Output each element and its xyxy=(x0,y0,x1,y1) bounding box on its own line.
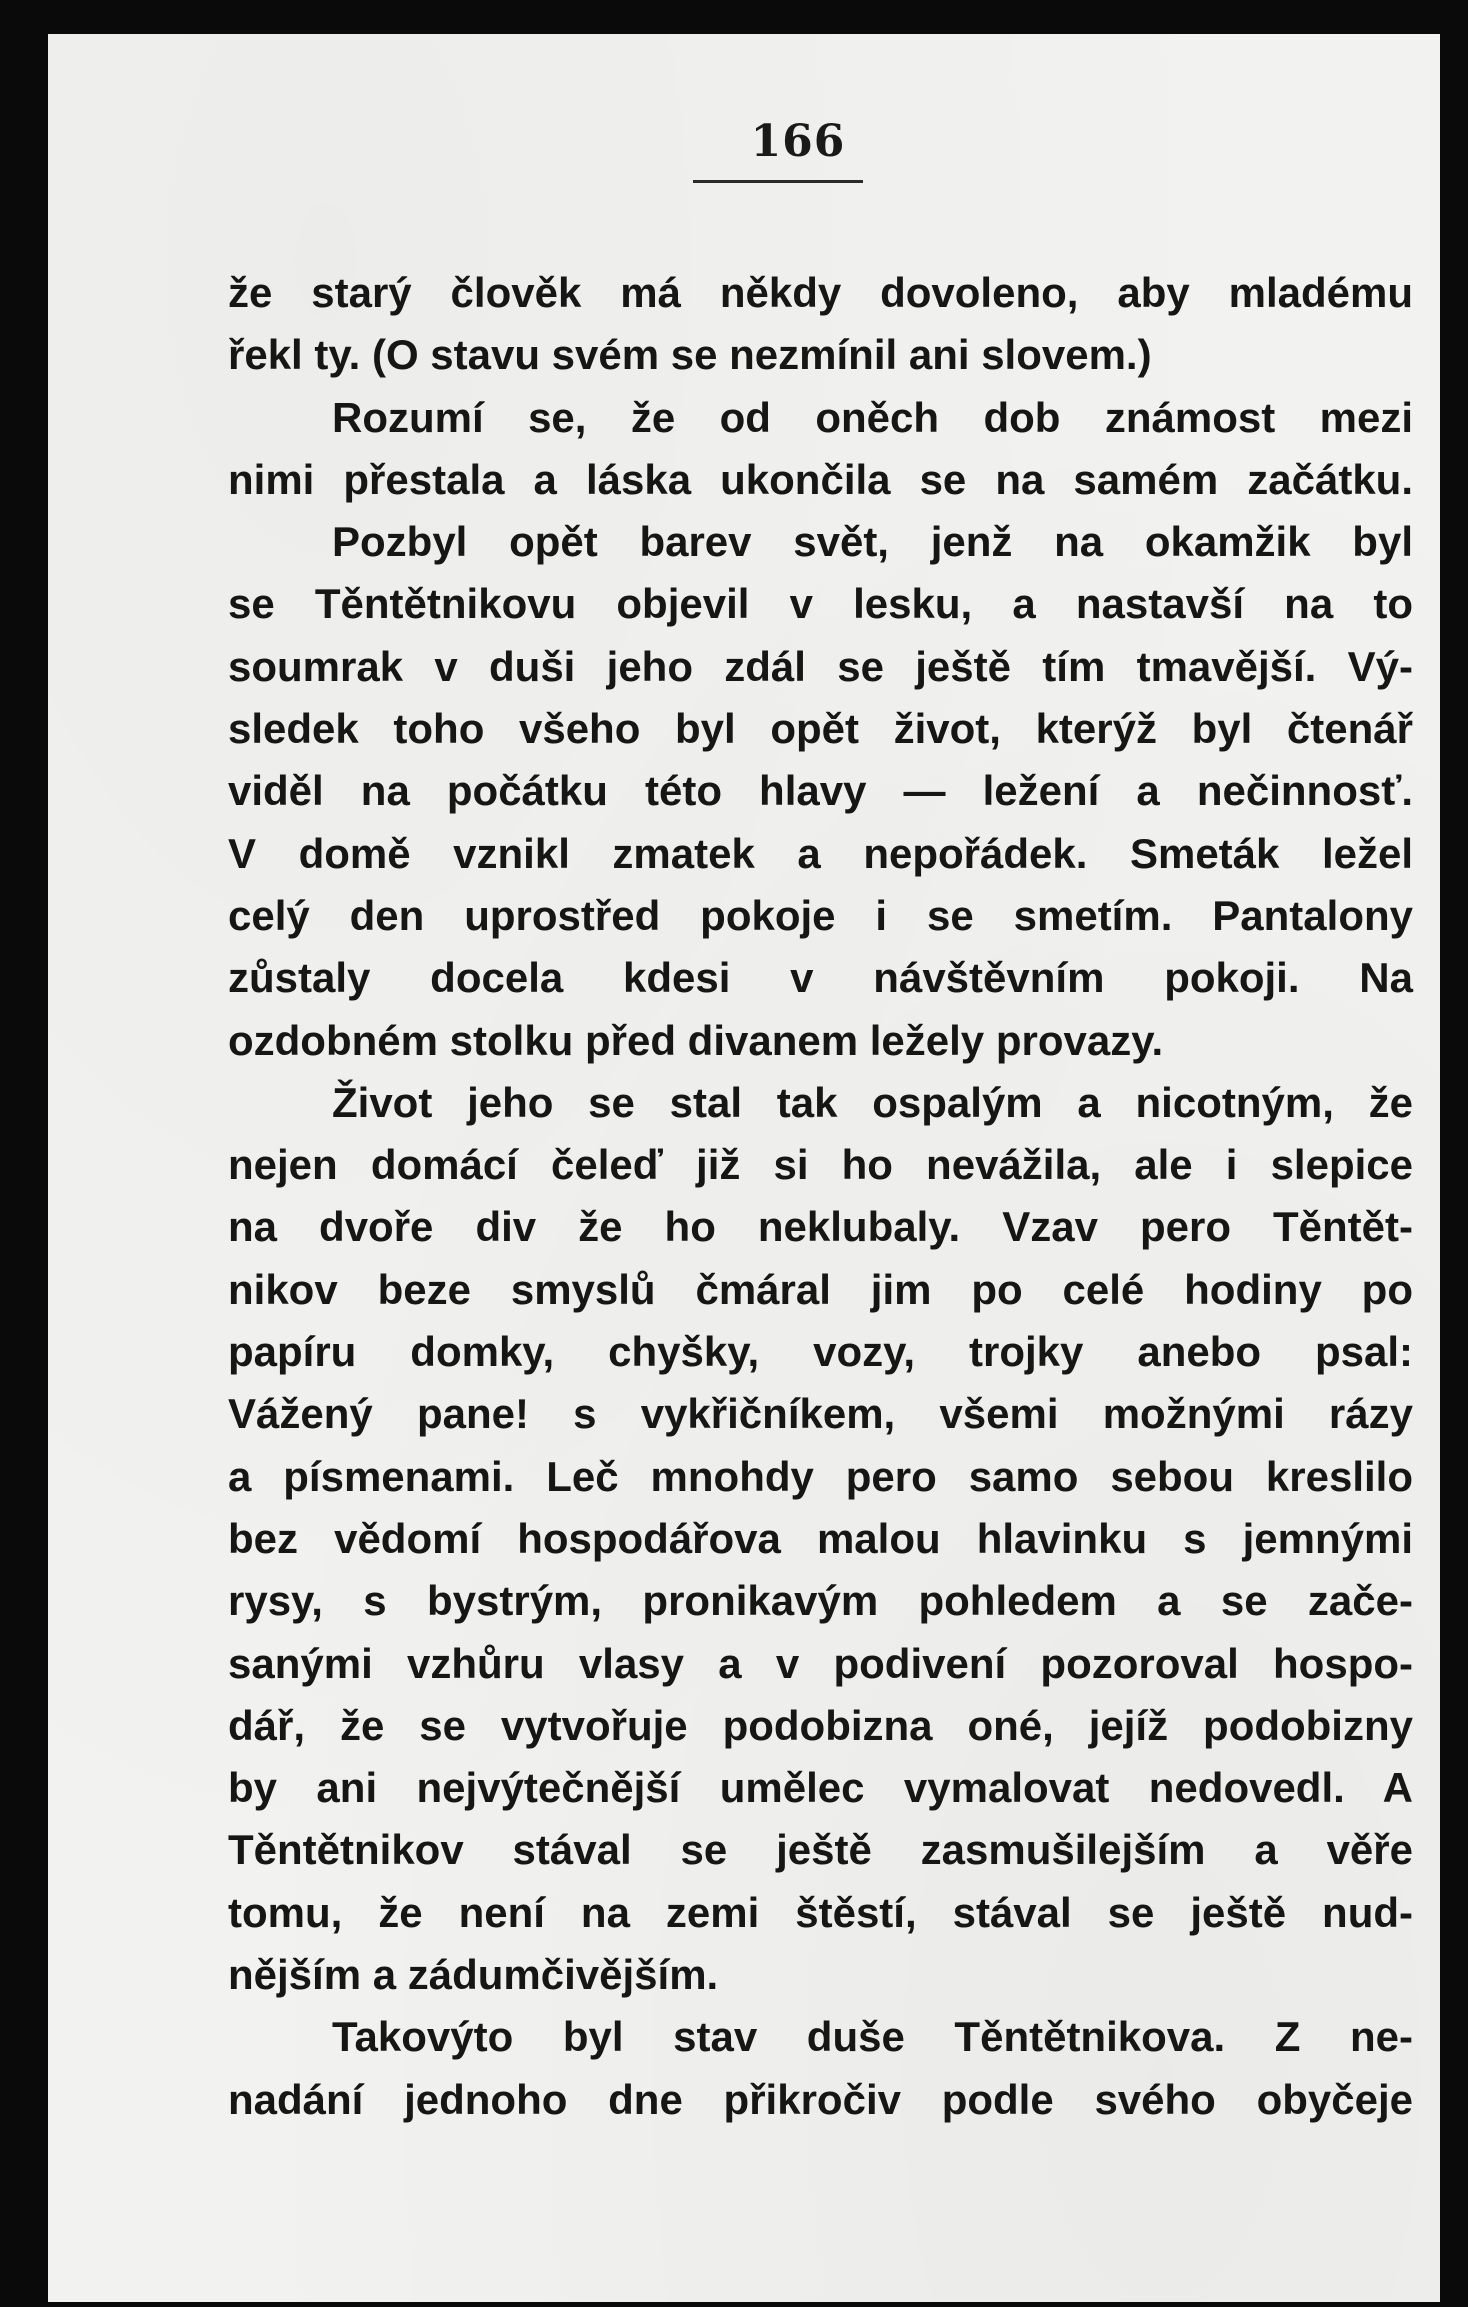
text-line: nimi přestala a láska ukončila se na samém začátku. xyxy=(228,455,1413,503)
text-line: nikov beze smyslů čmáral jim po celé hodiny po xyxy=(228,1265,1413,1313)
text-line: a písmenami. Leč mnohdy pero samo sebou kreslilo xyxy=(228,1452,1413,1500)
text-line: Těntětnikov stával se ještě zasmušilejším a věře xyxy=(228,1826,1413,1874)
page-number: 166 xyxy=(750,116,846,167)
text-line: sledek toho všeho byl opět život, kterýž byl čtenář xyxy=(228,705,1413,753)
text-line: nejen domácí čeleď již si ho nevážila, ale i slepice xyxy=(228,1141,1413,1189)
text-line: zůstaly docela kdesi v návštěvním pokoji. Na xyxy=(228,954,1413,1002)
text-line: Takovýto byl stav duše Těntětnikova. Z ne- xyxy=(332,2013,1413,2061)
text-line: řekl ty. (O stavu svém se nezmínil ani slovem.) xyxy=(228,331,1152,379)
text-line: nadání jednoho dne přikročiv podle svého obyčeje xyxy=(228,2075,1413,2123)
text-line: Život jeho se stal tak ospalým a nicotným, že xyxy=(332,1078,1413,1126)
text-line: se Těntětnikovu objevil v lesku, a nastavší na to xyxy=(228,580,1413,628)
text-line: V domě vznikl zmatek a nepořádek. Smeták ležel xyxy=(228,829,1413,877)
text-line: viděl na počátku této hlavy — ležení a nečinnosť. xyxy=(228,767,1413,815)
text-line: soumrak v duši jeho zdál se ještě tím tmavější. Vý- xyxy=(228,642,1413,690)
text-line: Pozbyl opět barev svět, jenž na okamžik byl xyxy=(332,518,1413,566)
text-line: Rozumí se, že od oněch dob známost mezi xyxy=(332,393,1413,441)
text-line: že starý člověk má někdy dovoleno, aby mladému xyxy=(228,269,1413,316)
text-line: papíru domky, chyšky, vozy, trojky anebo psal: xyxy=(228,1328,1413,1376)
text-line: dář, že se vytvořuje podobizna oné, jejíž podobizny xyxy=(228,1701,1413,1749)
text-line: by ani nejvýtečnější umělec vymalovat nedovedl. A xyxy=(228,1764,1413,1812)
text-line: tomu, že není na zemi štěstí, stával se ještě nud- xyxy=(228,1888,1413,1936)
text-line: nějším a zádumčivějším. xyxy=(228,1951,719,1999)
text-line: sanými vzhůru vlasy a v podivení pozoroval hospo- xyxy=(228,1639,1413,1687)
text-line: rysy, s bystrým, pronikavým pohledem a se zače- xyxy=(228,1577,1413,1625)
text-line: bez vědomí hospodářova malou hlavinku s jemnými xyxy=(228,1514,1413,1562)
text-line: celý den uprostřed pokoje i se smetím. Pantalony xyxy=(228,891,1413,939)
book-page xyxy=(48,34,1440,2302)
text-line: Vážený pane! s vykřičníkem, všemi možnými rázy xyxy=(228,1390,1413,1438)
text-line: ozdobném stolku před divanem ležely provazy. xyxy=(228,1016,1164,1064)
page-number-rule xyxy=(693,180,863,183)
body-text xyxy=(228,262,1413,2131)
text-line: na dvoře div že ho neklubaly. Vzav pero Těntět- xyxy=(228,1203,1413,1251)
